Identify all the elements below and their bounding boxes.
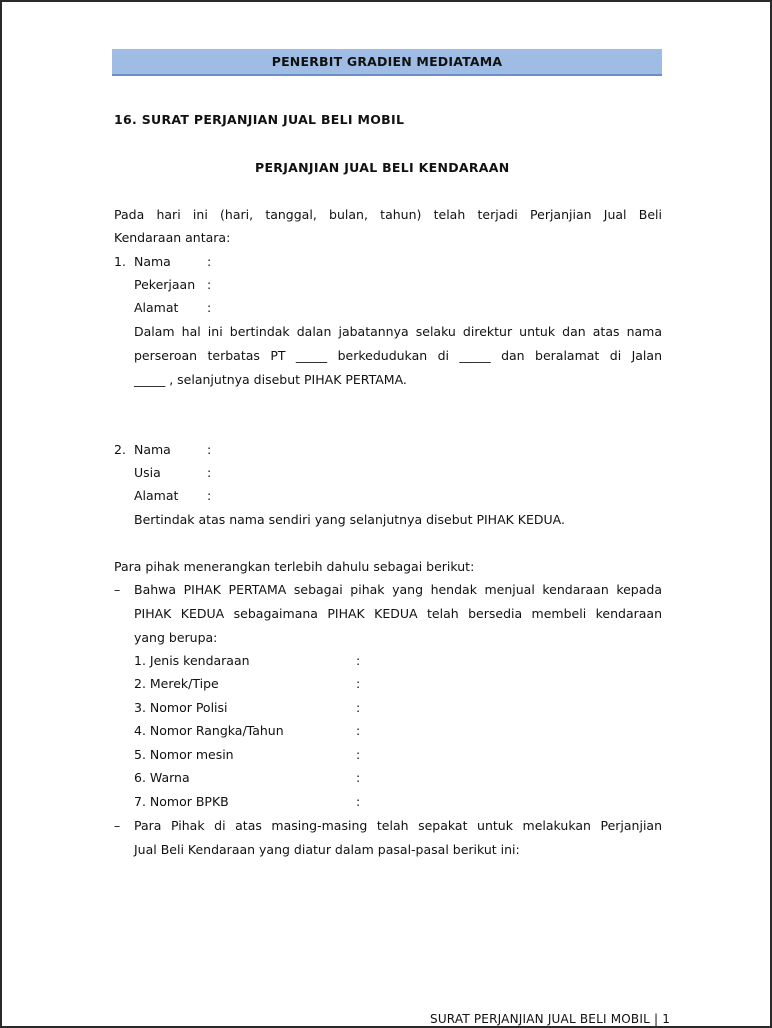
vehicle-item-colon: : [356, 794, 361, 809]
document-title: PERJANJIAN JUAL BELI KENDARAAN [255, 160, 510, 175]
party2-age-label: Usia [134, 465, 161, 480]
party2-age-colon: : [207, 465, 212, 480]
intro-line-2: Kendaraan antara: [114, 230, 231, 245]
party2-name-colon: : [207, 442, 212, 457]
party1-name-colon: : [207, 254, 212, 269]
party2-address-label: Alamat [134, 488, 179, 503]
party1-number: 1. [114, 254, 126, 269]
vehicle-item-colon: : [356, 700, 361, 715]
intro-line-1: Pada hari ini (hari, tanggal, bulan, tahun) telah terjadi Perjanjian Jual Beli [114, 207, 662, 222]
vehicle-item-colon: : [356, 770, 361, 785]
party1-name-label: Nama [134, 254, 171, 269]
party1-job-colon: : [207, 277, 212, 292]
party1-desc-line-2: perseroan terbatas PT _____ berkedudukan di _____ dan beralamat di Jalan [134, 348, 662, 363]
terms-bullet1-line-1: Bahwa PIHAK PERTAMA sebagai pihak yang hendak menjual kendaraan kepada [134, 582, 662, 597]
party2-address-colon: : [207, 488, 212, 503]
vehicle-item-colon: : [356, 676, 361, 691]
party1-address-colon: : [207, 300, 212, 315]
vehicle-item-colon: : [356, 723, 361, 738]
page-footer: SURAT PERJANJIAN JUAL BELI MOBIL | 1 [430, 1012, 671, 1026]
vehicle-item-colon: : [356, 653, 361, 668]
bullet-dash-2: – [114, 818, 121, 833]
party1-address-label: Alamat [134, 300, 179, 315]
vehicle-item-label: 3. Nomor Polisi [134, 700, 228, 715]
terms-bullet2-line-2: Jual Beli Kendaraan yang diatur dalam pasal-pasal berikut ini: [134, 842, 520, 857]
party1-job-label: Pekerjaan [134, 277, 196, 292]
terms-intro: Para pihak menerangkan terlebih dahulu sebagai berikut: [114, 559, 475, 574]
section-title: 16. SURAT PERJANJIAN JUAL BELI MOBIL [114, 112, 405, 127]
vehicle-item-colon: : [356, 747, 361, 762]
bullet-dash-1: – [114, 582, 121, 597]
vehicle-item-label: 2. Merek/Tipe [134, 676, 219, 691]
party1-desc-line-3: _____ , selanjutnya disebut PIHAK PERTAMA. [134, 372, 407, 387]
vehicle-item-label: 5. Nomor mesin [134, 747, 234, 762]
vehicle-item-label: 4. Nomor Rangka/Tahun [134, 723, 284, 738]
vehicle-item-label: 6. Warna [134, 770, 190, 785]
party2-desc: Bertindak atas nama sendiri yang selanjutnya disebut PIHAK KEDUA. [134, 512, 565, 527]
party2-number: 2. [114, 442, 126, 457]
terms-bullet2-line-1: Para Pihak di atas masing-masing telah sepakat untuk melakukan Perjanjian [134, 818, 662, 833]
vehicle-item-label: 1. Jenis kendaraan [134, 653, 250, 668]
terms-bullet1-line-3: yang berupa: [134, 630, 218, 645]
terms-bullet1-line-2: PIHAK KEDUA sebagaimana PIHAK KEDUA telah bersedia membeli kendaraan [134, 606, 662, 621]
party1-desc-line-1: Dalam hal ini bertindak dalan jabatannya selaku direktur untuk dan atas nama [134, 324, 662, 339]
publisher-banner: PENERBIT GRADIEN MEDIATAMA [112, 49, 662, 76]
vehicle-item-label: 7. Nomor BPKB [134, 794, 229, 809]
party2-name-label: Nama [134, 442, 171, 457]
